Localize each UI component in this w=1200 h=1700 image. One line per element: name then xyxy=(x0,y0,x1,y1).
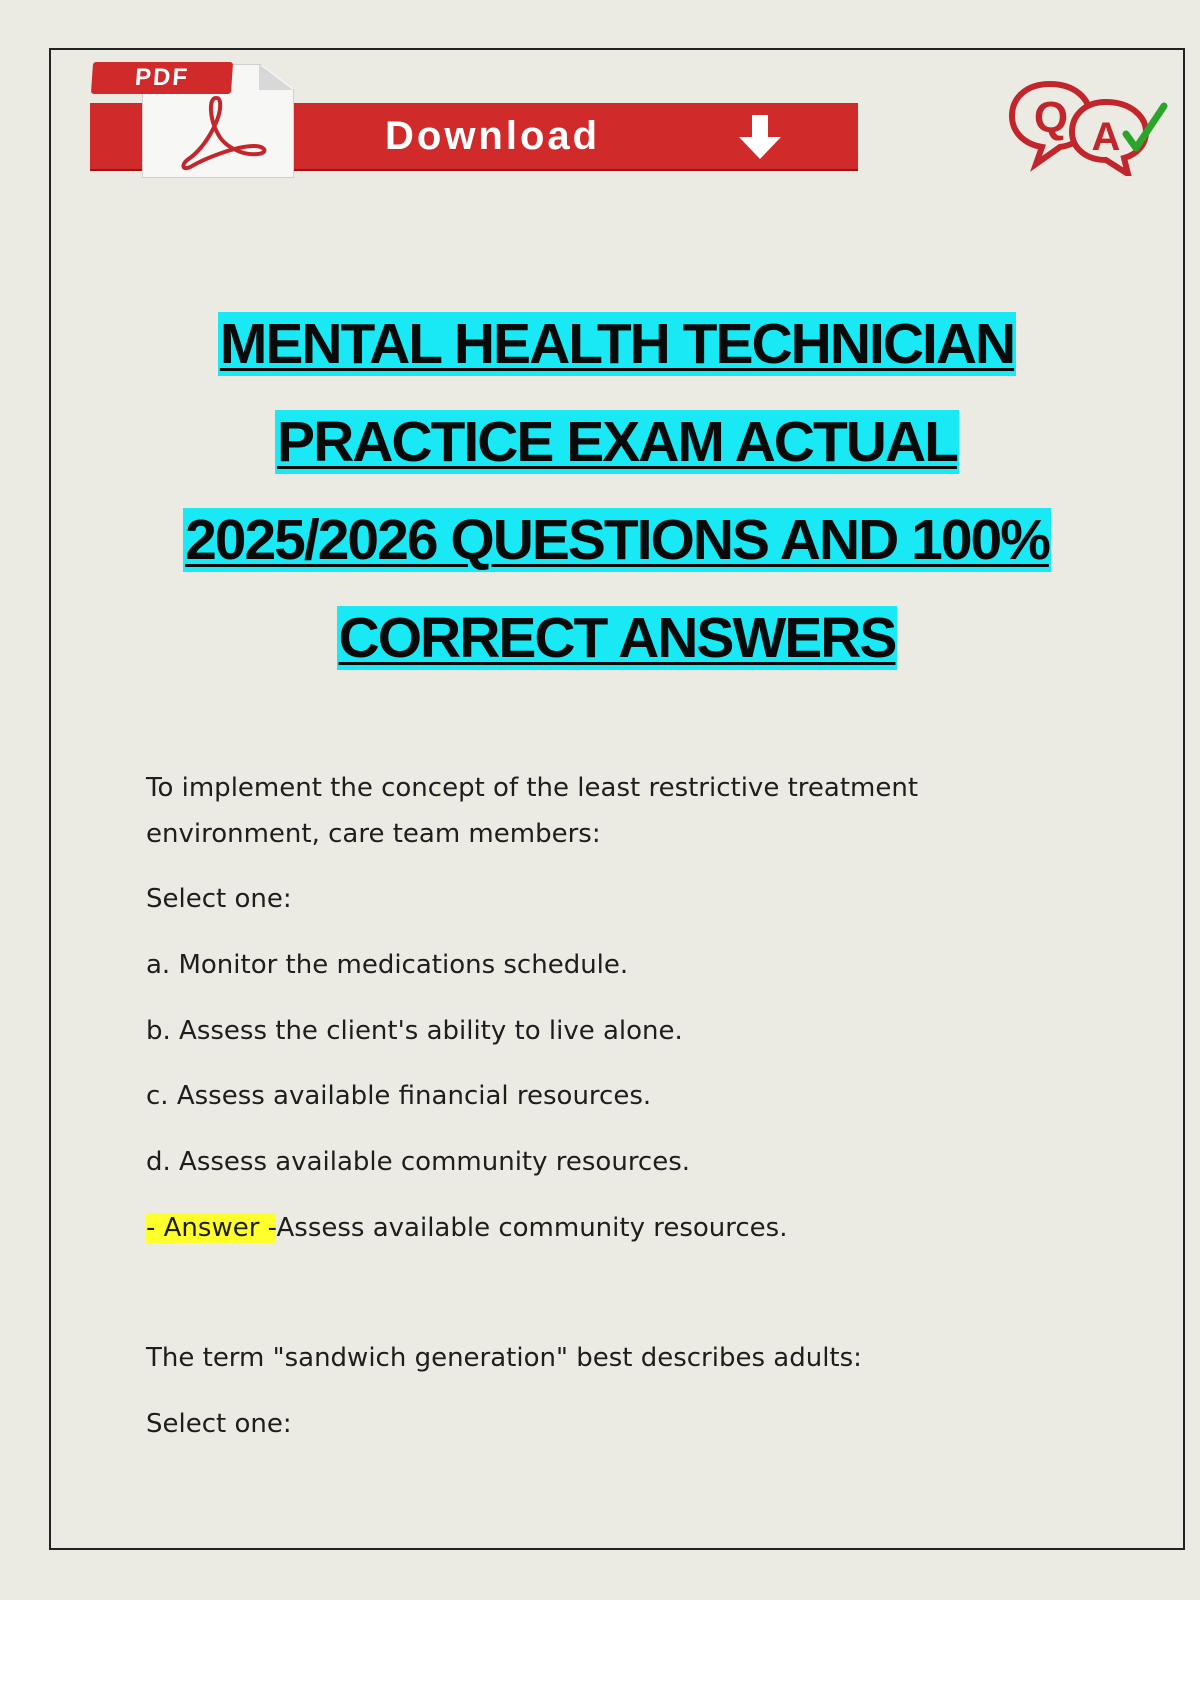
option-c: c. Assess available financial resources. xyxy=(146,1081,652,1111)
select-one-label: Select one: xyxy=(146,1409,292,1439)
answer-line xyxy=(146,1205,1046,1251)
acrobat-logo-icon xyxy=(158,90,278,174)
title-line: MENTAL HEALTH TECHNICIAN xyxy=(219,312,1015,376)
question-stem: The term "sandwich generation" best describes adults: xyxy=(146,1343,862,1373)
download-label: Download xyxy=(385,114,601,158)
select-one-label: Select one: xyxy=(146,884,292,914)
document-title xyxy=(52,295,1182,687)
option-d: d. Assess available community resources. xyxy=(146,1147,691,1177)
title-line: PRACTICE EXAM ACTUAL xyxy=(277,410,957,474)
qa-logo-a: A xyxy=(1091,115,1121,159)
qa-logo-q: Q xyxy=(1033,93,1069,142)
title-line: CORRECT ANSWERS xyxy=(338,606,896,670)
question-stem: To implement the concept of the least restrictive treatment environment, care team members: xyxy=(146,773,919,849)
answer-text: Assess available community resources. xyxy=(276,1213,788,1243)
option-a: a. Monitor the medications schedule. xyxy=(146,950,629,980)
title-line: 2025/2026 QUESTIONS AND 100% xyxy=(185,508,1049,572)
answer-label: - Answer - xyxy=(146,1213,277,1243)
pdf-download-banner[interactable] xyxy=(90,58,860,178)
qa-logo-icon xyxy=(1006,76,1176,176)
pdf-tag: PDF xyxy=(91,62,233,94)
option-b: b. Assess the client's ability to live alone. xyxy=(146,1016,683,1046)
download-arrow-icon xyxy=(735,113,785,161)
